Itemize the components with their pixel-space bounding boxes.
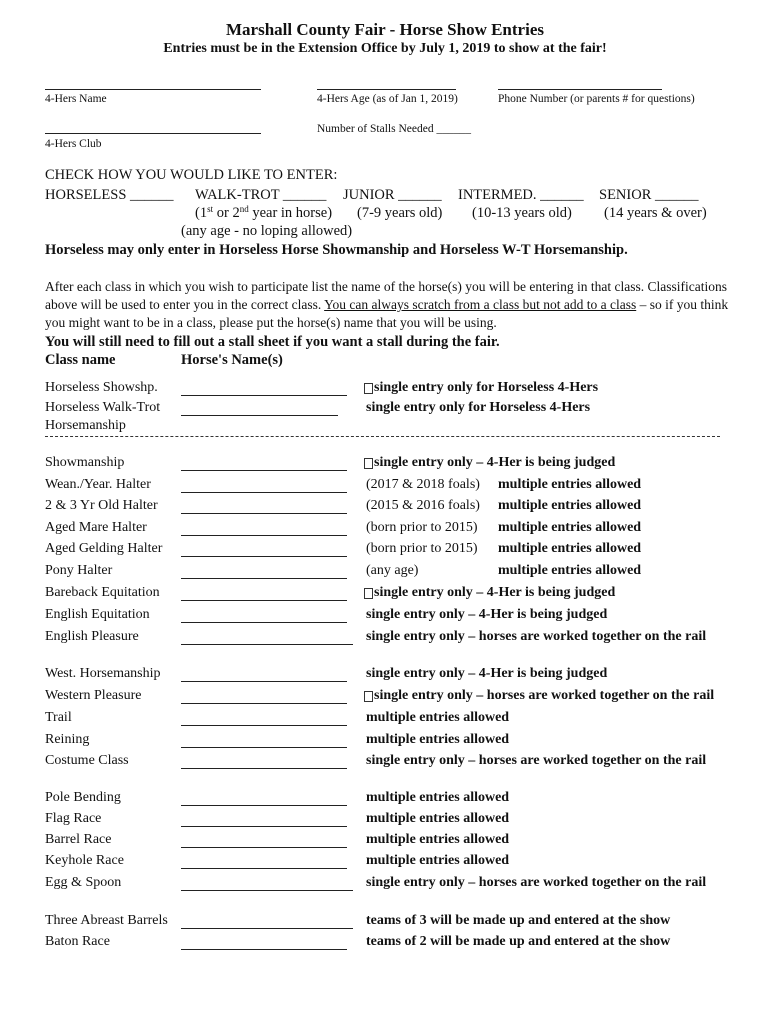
class-name: Wean./Year. Halter [45,477,151,492]
class-rule: multiple entries allowed [366,710,510,725]
class-name: Pole Bending [45,790,121,805]
horse-name-field[interactable] [181,681,347,682]
class-name: Horseless Showshp. [45,380,158,395]
class-rule: multiple entries allowed [366,732,510,747]
class-name: Three Abreast Barrels [45,913,168,928]
option-senior[interactable]: SENIOR ______ [599,187,699,203]
class-rule: single entry only for Horseless 4-Hers [366,400,591,415]
phone-field[interactable] [498,89,662,90]
page-title: Marshall County Fair - Horse Show Entries [226,20,544,39]
class-name: Pony Halter [45,563,113,578]
horseless-note: (any age - no loping allowed) [181,223,353,239]
horse-name-field[interactable] [181,868,347,869]
page-subtitle: Entries must be in the Extension Office by July 1, 2019 to show at the fair! [163,41,607,56]
class-name: Baton Race [45,934,110,949]
class-rule: single entry only – horses are worked together on the rail [366,753,707,768]
class-rule: teams of 2 will be made up and entered at the show [366,934,671,949]
horse-name-field[interactable] [181,556,347,557]
class-name: Flag Race [45,811,102,826]
class-name-header: Class name [45,352,116,368]
class-name: Aged Gelding Halter [45,541,163,556]
class-note: (2015 & 2016 foals) [366,498,480,513]
horse-name-field[interactable] [181,535,347,536]
phone-label: Phone Number (or parents # for questions) [498,93,695,105]
horse-name-field[interactable] [181,703,347,704]
checkbox-icon[interactable] [364,691,373,702]
class-name: Aged Mare Halter [45,520,147,535]
name-field[interactable] [45,89,261,90]
stall-sheet-note: You will still need to fill out a stall sheet if you want a stall during the fair. [45,334,500,350]
senior-note: (14 years & over) [604,205,707,221]
horse-name-field[interactable] [181,415,338,416]
horse-name-field[interactable] [181,928,353,929]
class-name: Western Pleasure [45,688,142,703]
class-name: Trail [45,710,72,725]
age-label: 4-Hers Age (as of Jan 1, 2019) [317,93,458,105]
option-junior[interactable]: JUNIOR ______ [343,187,442,203]
class-note: (born prior to 2015) [366,520,478,535]
checkbox-icon[interactable] [364,383,373,394]
horse-name-field[interactable] [181,747,347,748]
class-rule: multiple entries allowed [366,832,510,847]
class-name: Egg & Spoon [45,875,122,890]
class-note: (any age) [366,563,419,578]
class-name: Bareback Equitation [45,585,160,600]
horse-name-field[interactable] [181,578,347,579]
horse-name-field[interactable] [181,600,347,601]
name-label: 4-Hers Name [45,93,107,105]
stalls-field[interactable]: Number of Stalls Needed ______ [317,123,471,135]
instructions-paragraph: After each class in which you wish to participate list the name of the horse(s) you will be entering in that class. Classifications above will be used to enter you in the correct class. You can always scratch from a class but not add to a class – so if you think you might want to be in a class, please put the horse(s) name that you will be using. [45,279,729,330]
horse-name-field[interactable] [181,395,347,396]
checkbox-icon[interactable] [364,458,373,469]
class-rule: single entry only – 4-Her is being judged [366,666,608,681]
class-name: English Equitation [45,607,150,622]
class-note: (born prior to 2015) [366,541,478,556]
class-name: West. Horsemanship [45,666,161,681]
option-walktrot[interactable]: WALK-TROT ______ [195,187,327,203]
option-intermed[interactable]: INTERMED. ______ [458,187,584,203]
class-rule: single entry only for Horseless 4-Hers [374,380,599,395]
horse-names-header: Horse's Name(s) [181,352,283,368]
class-rule: single entry only – 4-Her is being judged [374,585,616,600]
horse-name-field[interactable] [181,513,347,514]
enter-heading: CHECK HOW YOU WOULD LIKE TO ENTER: [45,167,338,183]
horse-name-field[interactable] [181,826,347,827]
class-rule: teams of 3 will be made up and entered at the show [366,913,671,928]
horse-name-field[interactable] [181,805,347,806]
age-field[interactable] [317,89,456,90]
class-rule: single entry only – 4-Her is being judged [374,455,616,470]
horse-name-field[interactable] [181,470,347,471]
horse-name-field[interactable] [181,644,353,645]
horse-name-field[interactable] [181,768,347,769]
class-rule: multiple entries allowed [498,520,642,535]
horse-name-field[interactable] [181,890,353,891]
class-note: (2017 & 2018 foals) [366,477,480,492]
section-divider [45,436,720,437]
class-rule: multiple entries allowed [498,498,642,513]
class-rule: multiple entries allowed [366,790,510,805]
option-horseless[interactable]: HORSELESS ______ [45,187,174,203]
junior-note: (7-9 years old) [357,205,443,221]
class-name: Horsemanship [45,418,126,433]
class-rule: single entry only – horses are worked together on the rail [374,688,715,703]
class-name: Showmanship [45,455,125,470]
class-rule: single entry only – 4-Her is being judged [366,607,608,622]
class-rule: single entry only – horses are worked together on the rail [366,629,707,644]
class-name: Keyhole Race [45,853,124,868]
class-rule: multiple entries allowed [498,477,642,492]
walktrot-note: (1st or 2nd year in horse) [195,204,333,221]
class-rule: multiple entries allowed [366,853,510,868]
class-rule: multiple entries allowed [498,541,642,556]
intermed-note: (10-13 years old) [472,205,572,221]
horse-name-field[interactable] [181,949,347,950]
horse-name-field[interactable] [181,492,347,493]
class-name: Barrel Race [45,832,112,847]
class-name: Horseless Walk-Trot [45,400,161,415]
class-rule: single entry only – horses are worked together on the rail [366,875,707,890]
class-name: English Pleasure [45,629,139,644]
class-name: Costume Class [45,753,129,768]
club-label: 4-Hers Club [45,138,102,150]
class-rule: multiple entries allowed [366,811,510,826]
horse-name-field[interactable] [181,725,347,726]
horse-name-field[interactable] [181,622,347,623]
checkbox-icon[interactable] [364,588,373,599]
class-rule: multiple entries allowed [498,563,642,578]
class-name: 2 & 3 Yr Old Halter [45,498,158,513]
horseless-restriction: Horseless may only enter in Horseless Horse Showmanship and Horseless W-T Horsemanship. [45,242,628,258]
club-field[interactable] [45,133,261,134]
horse-name-field[interactable] [181,847,347,848]
class-name: Reining [45,732,90,747]
